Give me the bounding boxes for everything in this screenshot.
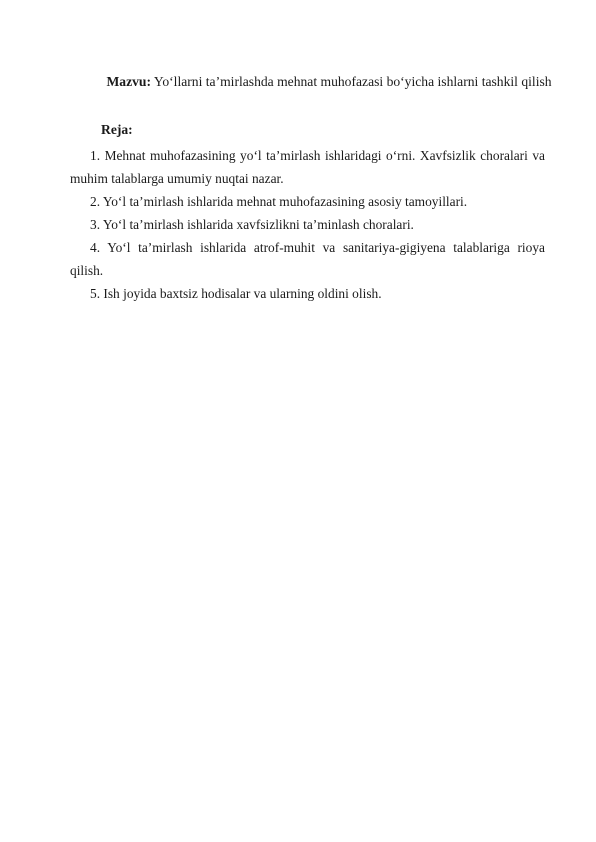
plan-item: 2. Yo‘l ta’mirlash ishlarida mehnat muhofazasining asosiy tamoyillari. xyxy=(90,194,468,209)
plan-item: 1. Mehnat muhofazasining yo‘l ta’mirlash ishlaridagi o‘rni. Xavfsizlik choralari va muhim talablarga umumiy nuqtai nazar. xyxy=(70,148,545,186)
plan-item: 5. Ish joyida baxtsiz hodisalar va ularning oldini olish. xyxy=(90,286,382,301)
plan-item: 4. Yo‘l ta’mirlash ishlarida atrof-muhit va sanitariya-gigiyena talablariga rioya qilish. xyxy=(70,240,545,278)
plan-item: 3. Yo‘l ta’mirlash ishlarida xavfsizlikni ta’minlash choralari. xyxy=(90,217,414,232)
topic-title xyxy=(90,70,568,93)
plan-list xyxy=(70,144,545,305)
topic-label: Mazvu: xyxy=(106,74,151,89)
topic-text: Yo‘llarni ta’mirlashda mehnat muhofazasi bo‘yicha ishlarni tashkil qilish xyxy=(153,74,552,89)
plan-heading: Reja: xyxy=(101,122,133,137)
